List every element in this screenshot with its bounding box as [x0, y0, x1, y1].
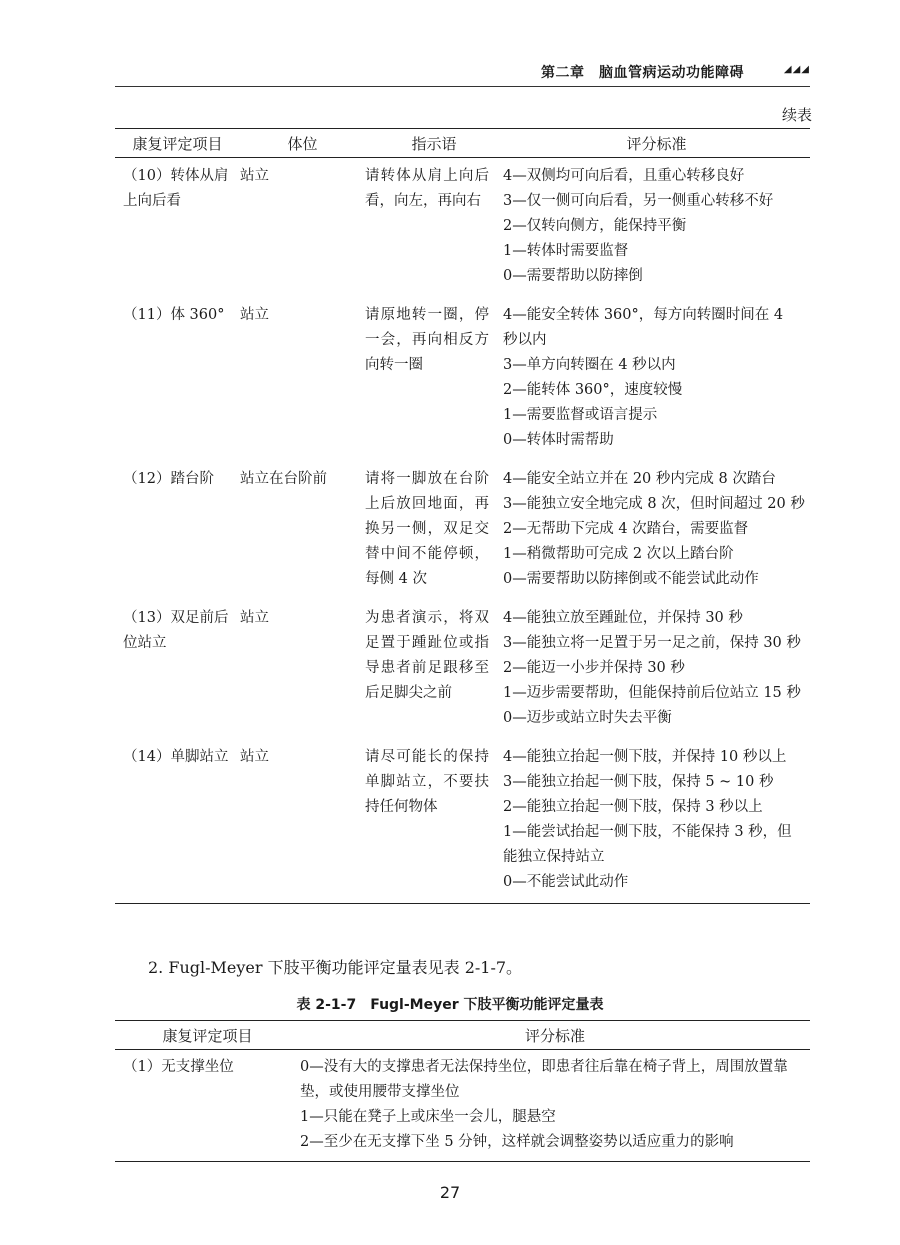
criteria-line: 0—不能尝试此动作 [503, 874, 629, 890]
header-triangle-icon: ◢◢◢ [783, 64, 810, 75]
criteria-cell [503, 739, 810, 904]
criteria-line: 0—需要帮助以防摔倒 [503, 268, 643, 284]
table-caption: 表 2-1-7 Fugl-Meyer 下肢平衡功能评定量表 [296, 997, 604, 1013]
criteria-line: 2—能独立抬起一侧下肢，保持 3 秒以上 [503, 799, 763, 815]
table-row [115, 600, 810, 739]
criteria-line: 4—能安全转体 360°，每方向转圈时间在 4 秒以内 [503, 307, 784, 348]
intro-sentence: 2. Fugl-Meyer 下肢平衡功能评定量表见表 2-1-7。 [148, 958, 523, 977]
column-header-item: 康复评定项目 [115, 1021, 300, 1050]
criteria-line: 3—能独立将一足置于另一足之前，保持 30 秒 [503, 635, 801, 651]
table-header-row [115, 129, 810, 158]
column-header-criteria: 评分标准 [503, 129, 810, 158]
column-header-item: 康复评定项目 [115, 129, 240, 158]
criteria-line: 0—转体时需帮助 [503, 432, 614, 448]
position-cell: 站立 [240, 749, 269, 765]
criteria-line: 0—需要帮助以防摔倒或不能尝试此动作 [503, 571, 759, 587]
column-header-instruction: 指示语 [365, 129, 503, 158]
criteria-cell [503, 461, 810, 600]
page-number: 27 [439, 1183, 461, 1202]
criteria-line: 2—能转体 360°，速度较慢 [503, 382, 683, 398]
criteria-line: 2—能迈一小步并保持 30 秒 [503, 660, 685, 676]
column-header-criteria: 评分标准 [300, 1021, 810, 1050]
criteria-line: 3—能独立安全地完成 8 次，但时间超过 20 秒 [503, 496, 805, 512]
table-row [115, 461, 810, 600]
position-cell: 站立 [240, 168, 269, 184]
instruction-cell: 请原地转一圈，停一会，再向相反方向转一圈 [365, 307, 489, 373]
instruction-cell: 为患者演示，将双足置于踵趾位或指导患者前足跟移至后足脚尖之前 [365, 610, 489, 701]
criteria-line: 1—只能在凳子上或床坐一会儿，腿悬空 [300, 1109, 556, 1125]
position-cell: 站立在台阶前 [240, 471, 327, 487]
criteria-line: 1—迈步需要帮助，但能保持前后位站立 15 秒 [503, 685, 801, 701]
criteria-line: 2—仅转向侧方，能保持平衡 [503, 218, 687, 234]
criteria-line: 4—能安全站立并在 20 秒内完成 8 次踏台 [503, 471, 776, 487]
item-cell: （12）踏台阶 [123, 471, 214, 487]
criteria-line: 0—迈步或站立时失去平衡 [503, 710, 672, 726]
instruction-cell: 请将一脚放在台阶上后放回地面，再换另一侧，双足交替中间不能停顿，每侧 4 次 [365, 471, 489, 587]
criteria-line: 1—能尝试抬起一侧下肢，不能保持 3 秒，但能独立保持站立 [503, 824, 792, 865]
chapter-title: 第二章 脑血管病运动功能障碍 [541, 65, 744, 81]
table-row [115, 158, 810, 298]
criteria-line: 3—单方向转圈在 4 秒以内 [503, 357, 676, 373]
instruction-cell: 请尽可能长的保持单脚站立，不要扶持任何物体 [365, 749, 489, 815]
position-cell: 站立 [240, 307, 269, 323]
criteria-line: 4—能独立放至踵趾位，并保持 30 秒 [503, 610, 743, 626]
position-cell: 站立 [240, 610, 269, 626]
criteria-line: 0—没有大的支撑患者无法保持坐位，即患者往后靠在椅子背上，周围放置靠垫，或使用腰带支撑坐位 [300, 1059, 788, 1100]
item-cell: （10）转体从肩上向后看 [123, 168, 229, 209]
criteria-line: 4—双侧均可向后看，且重心转移良好 [503, 168, 745, 184]
criteria-line: 3—能独立抬起一侧下肢，保持 5 ~ 10 秒 [503, 774, 774, 790]
item-cell: （13）双足前后位站立 [123, 610, 229, 651]
table-row [115, 739, 810, 904]
criteria-line: 1—转体时需要监督 [503, 243, 629, 259]
criteria-cell [503, 158, 810, 298]
table-row [115, 1050, 810, 1162]
criteria-cell [300, 1050, 810, 1162]
criteria-line: 1—稍微帮助可完成 2 次以上踏台阶 [503, 546, 734, 562]
criteria-cell [503, 297, 810, 461]
table-header-row [115, 1021, 810, 1050]
table-row [115, 297, 810, 461]
criteria-line: 4—能独立抬起一侧下肢，并保持 10 秒以上 [503, 749, 787, 765]
criteria-line: 3—仅一侧可向后看，另一侧重心转移不好 [503, 193, 774, 209]
criteria-line: 2—无帮助下完成 4 次踏台，需要监督 [503, 521, 749, 537]
criteria-cell [503, 600, 810, 739]
instruction-cell: 请转体从肩上向后看，向左，再向右 [365, 168, 489, 209]
column-header-position: 体位 [240, 129, 365, 158]
running-header [115, 58, 810, 87]
item-cell: （1）无支撑坐位 [123, 1059, 234, 1075]
item-cell: （11）体 360° [123, 307, 225, 323]
criteria-line: 2—至少在无支撑下坐 5 分钟，这样就会调整姿势以适应重力的影响 [300, 1134, 734, 1150]
criteria-line: 1—需要监督或语言提示 [503, 407, 658, 423]
balance-table-continued [115, 128, 810, 904]
fugl-meyer-table [115, 1020, 810, 1162]
continued-label: 续表 [781, 106, 812, 124]
item-cell: （14）单脚站立 [123, 749, 229, 765]
